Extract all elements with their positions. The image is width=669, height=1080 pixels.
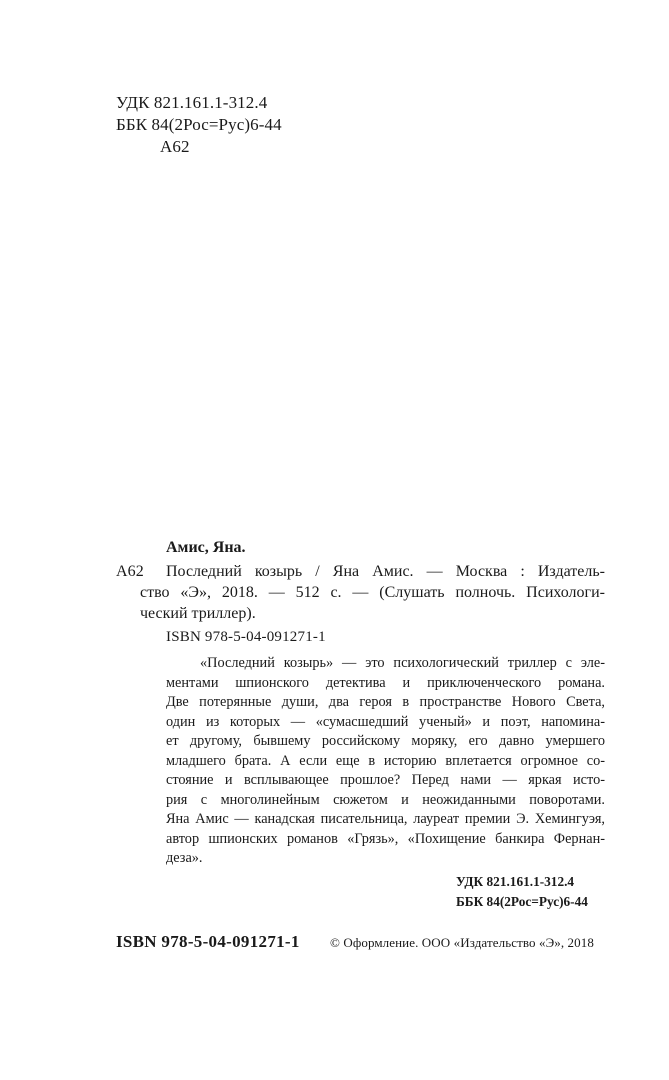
udk-code: УДК 821.161.1-312.4 [116,93,268,112]
author-sign: А62 [160,137,190,156]
annotation-line: деза». [166,850,203,866]
author-heading: Амис, Яна. [166,539,246,556]
entry-isbn: ISBN 978-5-04-091271-1 [166,629,326,645]
annotation-line: ментами шпионского детектива и приключенческого романа. [166,674,605,691]
entry-author-sign: А62 [116,563,144,580]
udk-code-repeat: УДК 821.161.1-312.4 [456,874,575,889]
annotation-line: один из которых — «сумасшедший ученый» и поэт, напомина- [166,713,605,730]
annotation [166,654,605,869]
description-line-3: ческий триллер). [140,605,256,622]
annotation-line: стояние и всплывающее прошлое? Перед нами — яркая исто- [166,772,605,788]
copyright-notice: © Оформление. ООО «Издательство «Э», 2018 [330,935,594,950]
description-line-1: Последний козырь / Яна Амис. — Москва : Издатель- [166,563,605,580]
annotation-line: «Последний козырь» — это психологический триллер с эле- [200,655,605,671]
footer-isbn: ISBN 978-5-04-091271-1 [116,932,300,951]
annotation-line: рия с многолинейным сюжетом и неожиданными поворотами. [166,791,605,808]
bbk-code: ББК 84(2Рос=Рус)6-44 [116,115,282,134]
annotation-line: автор шпионских романов «Грязь», «Похищение банкира Фернан- [166,830,605,847]
bbk-code-repeat: ББК 84(2Рос=Рус)6-44 [456,894,588,909]
annotation-line: Яна Амис — канадская писательница, лауреат премии Э. Хемингуэя, [166,811,605,827]
annotation-line: Две потерянные души, два героя в пространстве Нового Света, [166,694,605,710]
annotation-line: младшего брата. А если еще в историю вплетается огромное со- [166,752,605,769]
annotation-line: ет другому, бывшему российскому моряку, его давно умершего [166,733,605,749]
description-line-2: ство «Э», 2018. — 512 с. — (Слушать полночь. Психологи- [140,584,605,601]
